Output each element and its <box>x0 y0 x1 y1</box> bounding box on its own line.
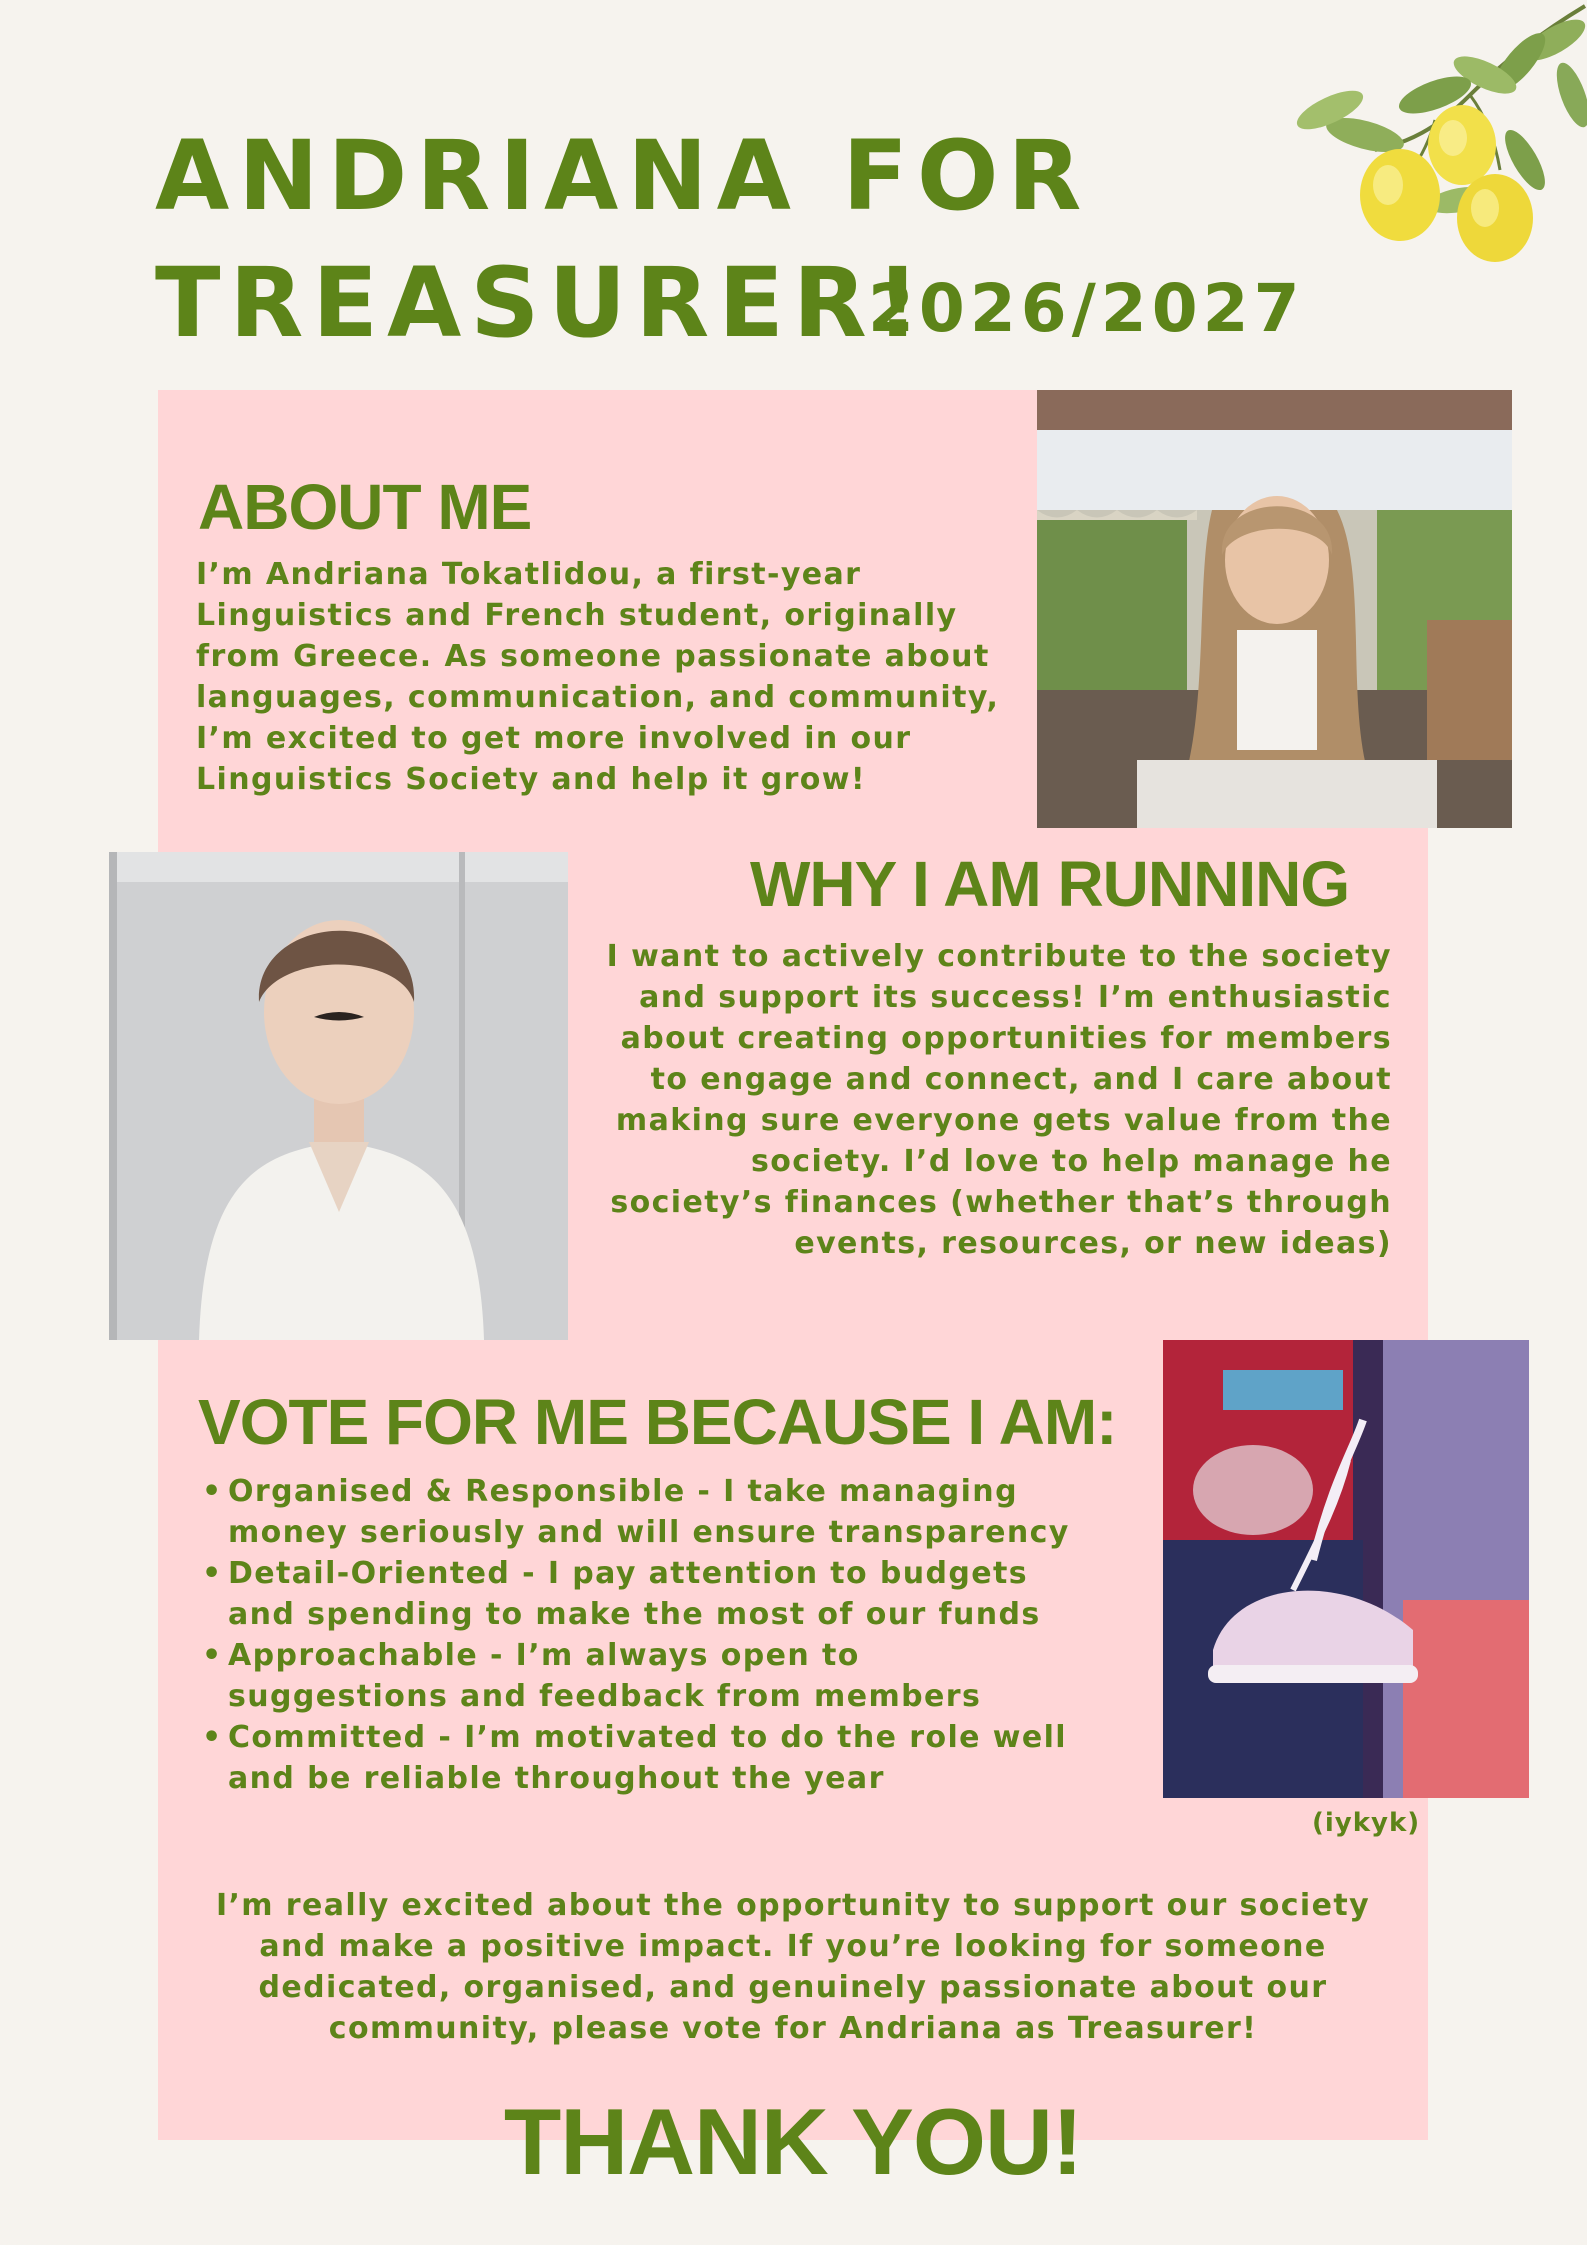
reason-item <box>198 1471 1070 1553</box>
reason-line: • Organised & Responsible - I take managing <box>228 1474 1018 1509</box>
running-text <box>607 936 1392 1264</box>
reason-line: and spending to make the most of our funds <box>228 1597 1041 1632</box>
reason-item <box>198 1553 1070 1635</box>
title-year: 2026/2027 <box>868 270 1305 347</box>
about-line: I’m excited to get more involved in our <box>196 721 912 756</box>
closing-text <box>158 1885 1428 2049</box>
reason-item <box>198 1635 1070 1717</box>
about-line: languages, communication, and community, <box>196 680 1000 715</box>
reason-line: • Detail-Oriented - I pay attention to budgets <box>228 1556 1029 1591</box>
running-line: events, resources, or new ideas) <box>794 1226 1392 1261</box>
reason-line: money seriously and will ensure transparency <box>228 1515 1070 1550</box>
about-line: Linguistics and French student, originally <box>196 598 958 633</box>
closing-line: and make a positive impact. If you’re looking for someone <box>259 1929 1327 1964</box>
running-line: making sure everyone gets value from the <box>615 1103 1392 1138</box>
running-line: and support its success! I’m enthusiastic <box>639 980 1392 1015</box>
title-line-1: ANDRIANA FOR <box>155 120 1091 232</box>
vote-heading: VOTE FOR ME BECAUSE I AM: <box>198 1386 1117 1458</box>
title-line-2: TREASURER! <box>155 247 929 359</box>
about-text <box>196 554 999 800</box>
thank-you-heading: THANK YOU! <box>503 2089 1083 2194</box>
photo-portrait <box>109 852 568 1340</box>
photo-caption: (iykyk) <box>1312 1808 1421 1838</box>
lemon-branch-icon <box>1255 0 1587 270</box>
reason-line: and be reliable throughout the year <box>228 1761 885 1796</box>
running-heading: WHY I AM RUNNING <box>750 848 1350 920</box>
about-line: from Greece. As someone passionate about <box>196 639 990 674</box>
running-line: to engage and connect, and I care about <box>650 1062 1392 1097</box>
closing-line: community, please vote for Andriana as Treasurer! <box>328 2011 1258 2046</box>
vote-reasons-list <box>198 1471 1070 1799</box>
closing-line: dedicated, organised, and genuinely passionate about our <box>258 1970 1328 2005</box>
reason-line: • Committed - I’m motivated to do the role well <box>228 1720 1067 1755</box>
about-line: Linguistics Society and help it grow! <box>196 762 866 797</box>
about-line: I’m Andriana Tokatlidou, a first-year <box>196 557 862 592</box>
photo-shoe <box>1163 1340 1529 1798</box>
reason-item <box>198 1717 1070 1799</box>
reason-line: • Approachable - I’m always open to <box>228 1638 860 1673</box>
running-line: I want to actively contribute to the society <box>606 939 1392 974</box>
running-line: society. I’d love to help manage he <box>751 1144 1392 1179</box>
closing-line: I’m really excited about the opportunity to support our society <box>215 1888 1371 1923</box>
photo-cafe <box>1037 390 1512 828</box>
running-line: about creating opportunities for members <box>620 1021 1392 1056</box>
about-heading: ABOUT ME <box>198 471 532 543</box>
running-line: society’s finances (whether that’s through <box>610 1185 1392 1220</box>
reason-line: suggestions and feedback from members <box>228 1679 982 1714</box>
